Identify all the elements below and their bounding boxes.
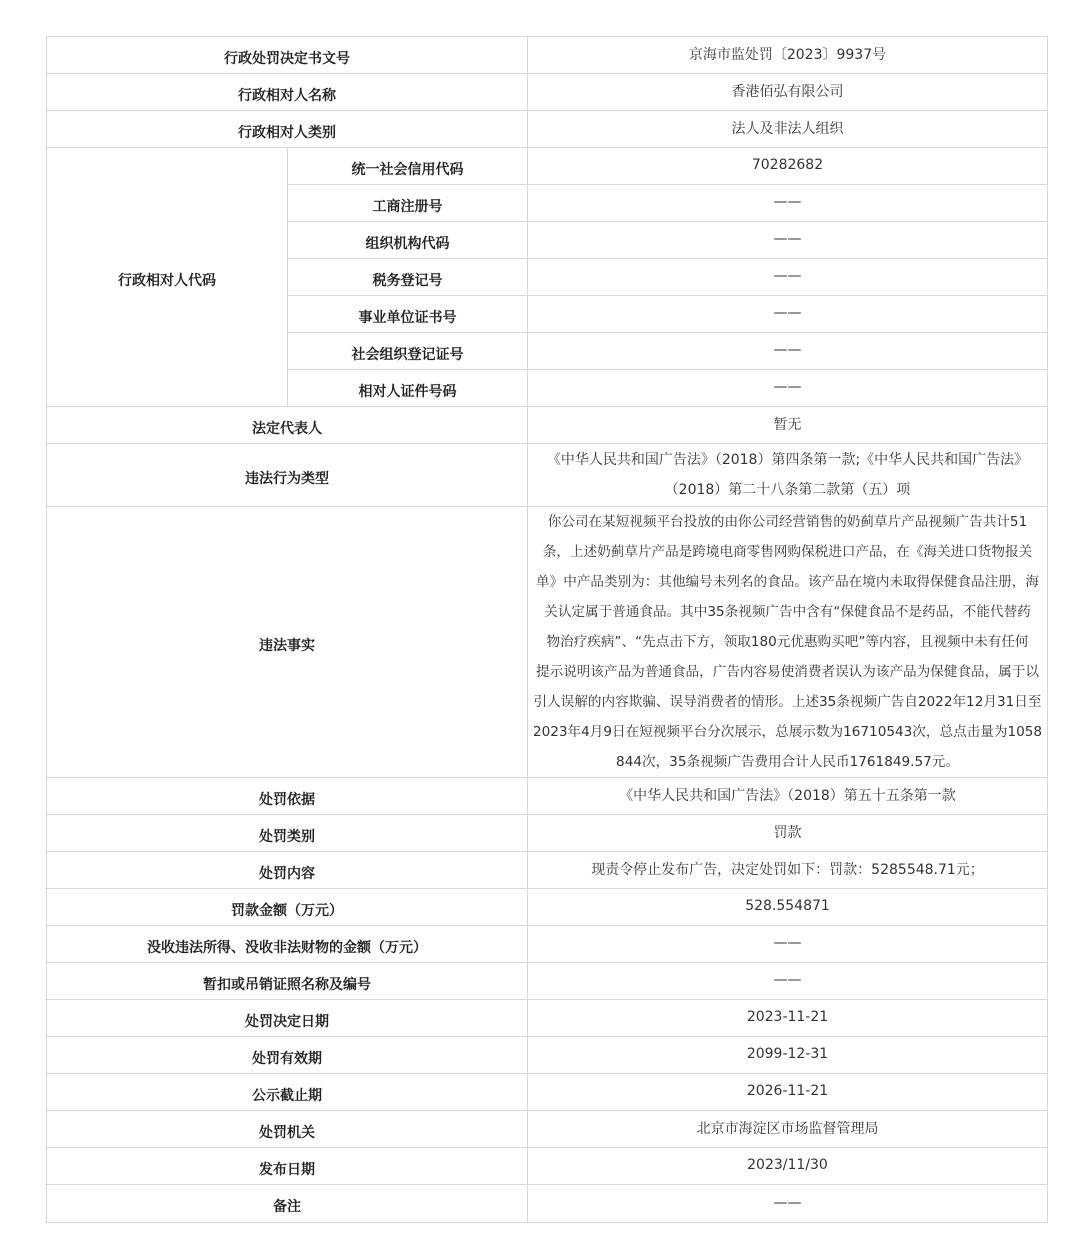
field-value: 现责令停止发布广告，决定处罚如下：罚款：5285548.71元； — [528, 852, 1048, 889]
row-confiscation-amount — [47, 926, 1048, 963]
field-label: 暂扣或吊销证照名称及编号 — [47, 963, 528, 1000]
field-sublabel: 税务登记号 — [288, 259, 528, 296]
field-label: 没收违法所得、没收非法财物的金额（万元） — [47, 926, 528, 963]
value-line: 引人误解的内容欺骗、误导消费者的情形。上述35条视频广告自2022年12月31日至 — [533, 694, 1042, 710]
field-value: —— — [528, 222, 1048, 259]
field-label: 公示截止期 — [47, 1074, 528, 1111]
row-penalty-authority — [47, 1111, 1048, 1148]
row-penalty-basis — [47, 778, 1048, 815]
field-value: 北京市海淀区市场监督管理局 — [528, 1111, 1048, 1148]
field-label: 处罚内容 — [47, 852, 528, 889]
field-value — [528, 507, 1048, 778]
row-legal-representative — [47, 407, 1048, 444]
field-label: 罚款金额（万元） — [47, 889, 528, 926]
field-value: 2023/11/30 — [528, 1148, 1048, 1185]
row-remarks — [47, 1185, 1048, 1223]
field-value: —— — [528, 1185, 1048, 1223]
field-sublabel: 相对人证件号码 — [288, 370, 528, 407]
field-label: 法定代表人 — [47, 407, 528, 444]
field-label: 处罚机关 — [47, 1111, 528, 1148]
row-publicity-deadline — [47, 1074, 1048, 1111]
field-sublabel: 统一社会信用代码 — [288, 148, 528, 185]
row-decision-date — [47, 1000, 1048, 1037]
value-line: 物治疗疾病”、“先点击下方，领取180元优惠购买吧”等内容，且视频中未有任何 — [546, 634, 1029, 650]
field-value: 2023-11-21 — [528, 1000, 1048, 1037]
value-line: 844次，35条视频广告费用合计人民币1761849.57元。 — [616, 754, 959, 770]
row-decision-number — [47, 37, 1048, 74]
row-party-name — [47, 74, 1048, 111]
field-value: 京海市监处罚〔2023〕9937号 — [528, 37, 1048, 74]
field-value: 《中华人民共和国广告法》（2018）第五十五条第一款 — [528, 778, 1048, 815]
value-line: 条，上述奶蓟草片产品是跨境电商零售网购保税进口产品，在《海关进口货物报关 — [542, 544, 1033, 560]
field-value: —— — [528, 259, 1048, 296]
field-value: —— — [528, 963, 1048, 1000]
field-sublabel: 工商注册号 — [288, 185, 528, 222]
field-label: 处罚有效期 — [47, 1037, 528, 1074]
field-label: 违法行为类型 — [47, 444, 528, 507]
field-sublabel: 社会组织登记证号 — [288, 333, 528, 370]
row-publish-date — [47, 1148, 1048, 1185]
row-penalty-content — [47, 852, 1048, 889]
value-line: 2023年4月9日在短视频平台分次展示，总展示数为16710543次，总点击量为1058 — [532, 724, 1043, 740]
field-label: 行政相对人类别 — [47, 111, 528, 148]
field-value: 2026-11-21 — [528, 1074, 1048, 1111]
field-label: 违法事实 — [47, 507, 528, 778]
field-label: 发布日期 — [47, 1148, 528, 1185]
row-license-suspension — [47, 963, 1048, 1000]
field-value: 2099-12-31 — [528, 1037, 1048, 1074]
value-line: 提示说明该产品为普通食品，广告内容易使消费者误认为该产品为保健食品，属于以 — [536, 664, 1039, 680]
row-fine-amount — [47, 889, 1048, 926]
value-line: 单》中产品类别为：其他编号未列名的食品。该产品在境内未取得保健食品注册，海 — [536, 574, 1039, 590]
field-value: 法人及非法人组织 — [528, 111, 1048, 148]
field-label: 处罚决定日期 — [47, 1000, 528, 1037]
field-value: —— — [528, 370, 1048, 407]
field-label: 处罚依据 — [47, 778, 528, 815]
penalty-decision-table — [46, 36, 1048, 1223]
value-line: （2018）第二十八条第二款第（五）项 — [664, 482, 911, 498]
field-label: 备注 — [47, 1185, 528, 1223]
field-value: —— — [528, 296, 1048, 333]
row-violation-type — [47, 444, 1048, 507]
field-value: 528.554871 — [528, 889, 1048, 926]
value-line: 你公司在某短视频平台投放的由你公司经营销售的奶蓟草片产品视频广告共计51 — [547, 514, 1028, 530]
field-label: 行政相对人名称 — [47, 74, 528, 111]
value-line: 关认定属于普通食品。其中35条视频广告中含有“保健食品不是药品，不能代替药 — [544, 604, 1031, 620]
field-value: 暂无 — [528, 407, 1048, 444]
field-sublabel: 事业单位证书号 — [288, 296, 528, 333]
row-penalty-category — [47, 815, 1048, 852]
field-value: —— — [528, 333, 1048, 370]
field-value: —— — [528, 926, 1048, 963]
field-sublabel: 组织机构代码 — [288, 222, 528, 259]
field-value — [528, 444, 1048, 507]
row-party-category — [47, 111, 1048, 148]
row-violation-facts — [47, 507, 1048, 778]
row-party-code-credit — [47, 148, 1048, 185]
party-code-group-label: 行政相对人代码 — [47, 148, 288, 407]
field-label: 处罚类别 — [47, 815, 528, 852]
field-value: —— — [528, 185, 1048, 222]
value-line: 《中华人民共和国广告法》（2018）第四条第一款;《中华人民共和国广告法》 — [546, 452, 1029, 468]
field-label: 行政处罚决定书文号 — [47, 37, 528, 74]
field-value: 罚款 — [528, 815, 1048, 852]
row-validity-period — [47, 1037, 1048, 1074]
field-value: 70282682 — [528, 148, 1048, 185]
field-value: 香港佰弘有限公司 — [528, 74, 1048, 111]
